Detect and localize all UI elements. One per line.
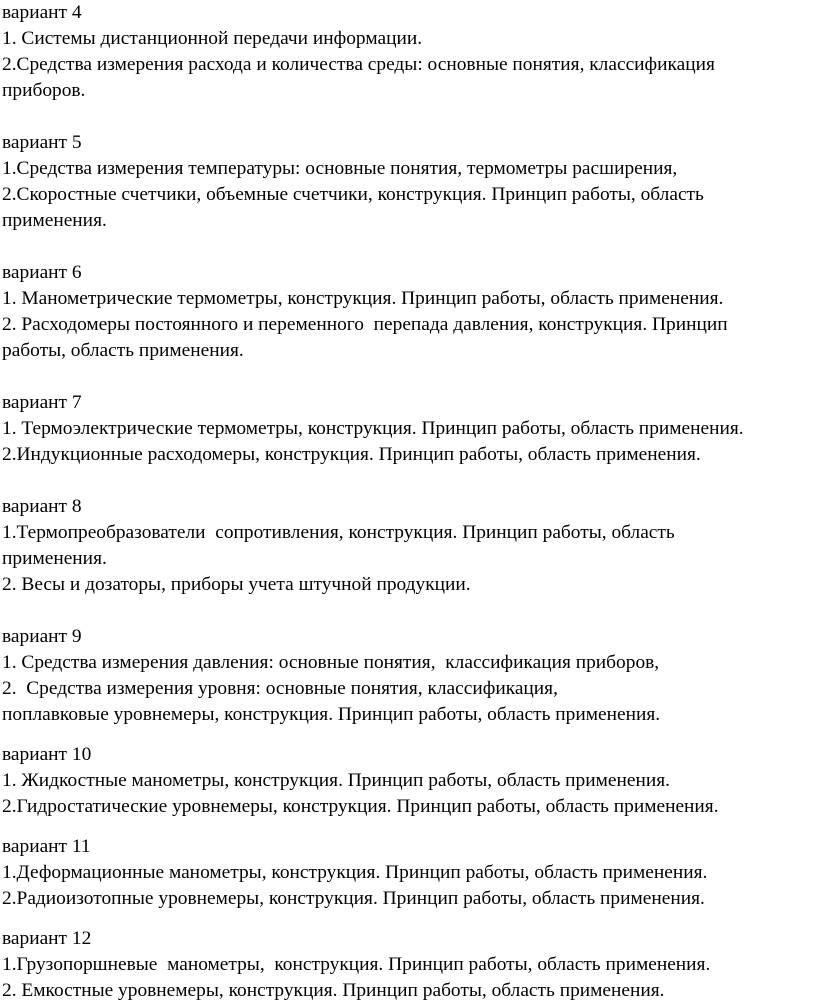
- document-body: [2, 0, 814, 1004]
- spacer: [2, 234, 814, 260]
- question-line: применения.: [2, 548, 107, 569]
- question-line: приборов.: [2, 80, 86, 101]
- variant-title: вариант 9: [2, 626, 82, 647]
- question-line: 1. Жидкостные манометры, конструкция. Принцип работы, область применения.: [2, 770, 670, 791]
- variant-title: вариант 6: [2, 262, 82, 283]
- variant-block: [2, 390, 814, 468]
- variant-block: [2, 926, 814, 1004]
- question-line: 2.Скоростные счетчики, объемные счетчики, конструкция. Принцип работы, область: [2, 184, 704, 205]
- question-line: 1. Термоэлектрические термометры, конструкция. Принцип работы, область применения.: [2, 418, 744, 439]
- question-line: 2. Емкостные уровнемеры, конструкция. Принцип работы, область применения.: [2, 980, 665, 1001]
- variant-title: вариант 4: [2, 2, 82, 23]
- variant-block: [2, 494, 814, 598]
- spacer: [2, 468, 814, 494]
- variant-block: [2, 0, 814, 104]
- spacer: [2, 912, 814, 926]
- variant-title: вариант 12: [2, 928, 92, 949]
- question-line: поплавковые уровнемеры, конструкция. Принцип работы, область применения.: [2, 704, 661, 725]
- question-line: 1. Манометрические термометры, конструкция. Принцип работы, область применения.: [2, 288, 724, 309]
- spacer: [2, 820, 814, 834]
- question-line: 1.Деформационные манометры, конструкция. Принцип работы, область применения.: [2, 862, 708, 883]
- question-line: 1. Средства измерения давления: основные понятия, классификация приборов,: [2, 652, 660, 673]
- question-line: 2.Радиоизотопные уровнемеры, конструкция. Принцип работы, область применения.: [2, 888, 705, 909]
- spacer: [2, 728, 814, 742]
- question-line: 2. Средства измерения уровня: основные понятия, классификация,: [2, 678, 558, 699]
- variant-block: [2, 624, 814, 728]
- question-line: 1.Средства измерения температуры: основные понятия, термометры расширения,: [2, 158, 678, 179]
- question-line: 2. Весы и дозаторы, приборы учета штучной продукции.: [2, 574, 471, 595]
- variant-title: вариант 10: [2, 744, 92, 765]
- question-line: 2.Средства измерения расхода и количества среды: основные понятия, классификация: [2, 54, 715, 75]
- variant-title: вариант 11: [2, 836, 91, 857]
- question-line: 2.Гидростатические уровнемеры, конструкция. Принцип работы, область применения.: [2, 796, 719, 817]
- variant-title: вариант 7: [2, 392, 82, 413]
- spacer: [2, 364, 814, 390]
- question-line: 2. Расходомеры постоянного и переменного перепада давления, конструкция. Принцип: [2, 314, 728, 335]
- spacer: [2, 598, 814, 624]
- question-line: применения.: [2, 210, 107, 231]
- question-line: 1.Термопреобразователи сопротивления, конструкция. Принцип работы, область: [2, 522, 675, 543]
- variant-block: [2, 130, 814, 234]
- variant-block: [2, 260, 814, 364]
- variant-title: вариант 5: [2, 132, 82, 153]
- question-line: 1. Системы дистанционной передачи информации.: [2, 28, 423, 49]
- question-line: работы, область применения.: [2, 340, 244, 361]
- variant-title: вариант 8: [2, 496, 82, 517]
- question-line: 1.Грузопоршневые манометры, конструкция. Принцип работы, область применения.: [2, 954, 711, 975]
- variant-block: [2, 742, 814, 820]
- variant-block: [2, 834, 814, 912]
- spacer: [2, 104, 814, 130]
- question-line: 2.Индукционные расходомеры, конструкция. Принцип работы, область применения.: [2, 444, 701, 465]
